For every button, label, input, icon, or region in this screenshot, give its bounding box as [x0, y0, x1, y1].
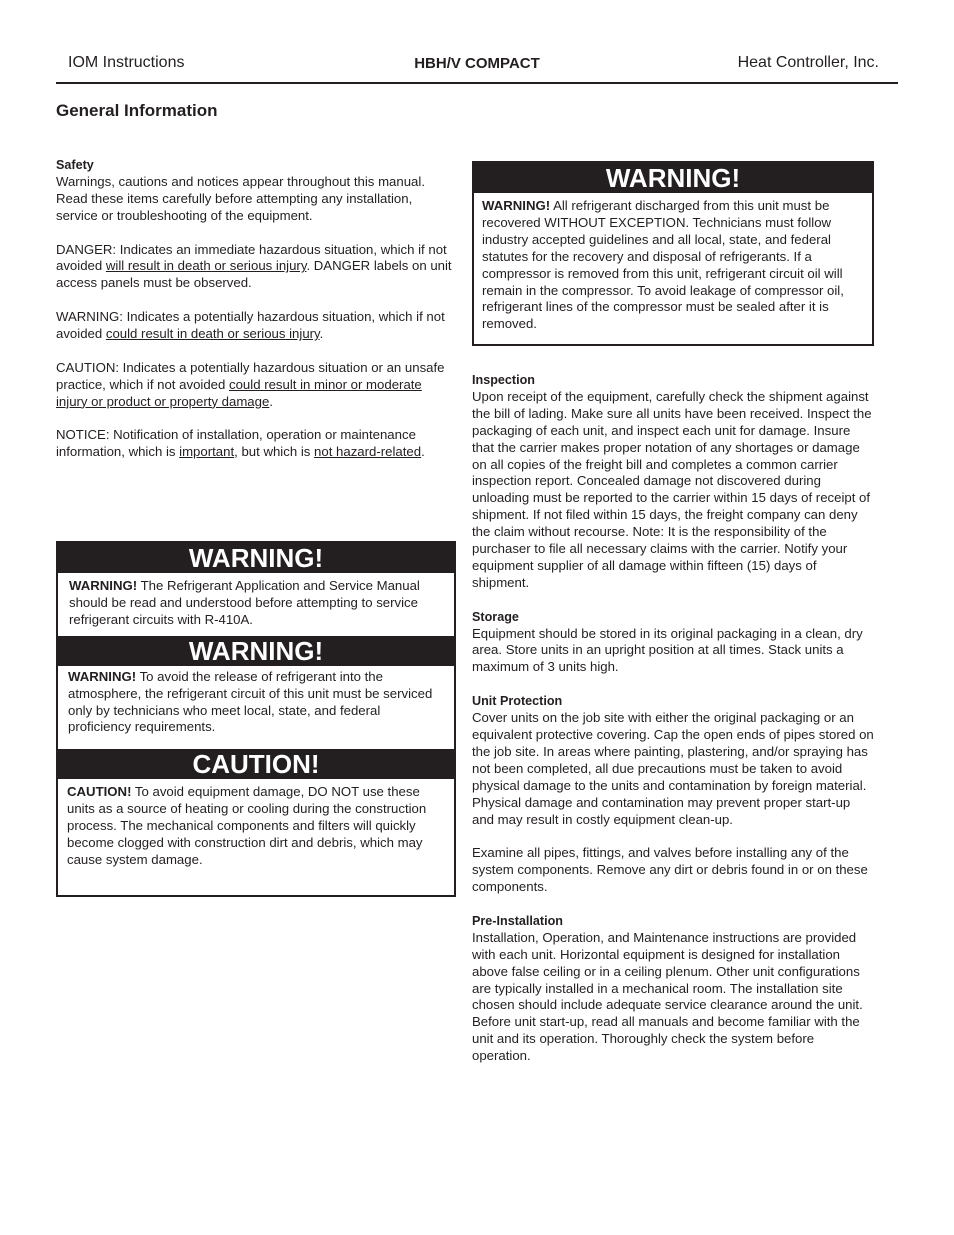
safety-heading: Safety: [56, 158, 94, 172]
warning-refrigerant-manual: WARNING! The Refrigerant Application and Service Manual should be read and understood before attempting to service refrigerant circuits with R-410A.: [69, 578, 420, 627]
inspection-heading: Inspection: [472, 373, 535, 387]
pre-installation-text: Installation, Operation, and Maintenance instructions are provided with each unit. Horizontal equipment is designed for installation above false ceiling or in a ceiling plenum. Other unit configurations are typically installed in a mechanical room. The installation site chosen should include adequate service clearance around the unit. Before unit start-up, read all manuals and become familiar with the unit and its operation. Thoroughly check the system before operation.: [472, 929, 863, 1064]
unit-protection-text: Cover units on the job site with either the original packaging or an equivalent protective covering. Cap the open ends of pipes stored on the job site. In areas where painting, plastering, and/or spraying has not been completed, all due precautions must be taken to avoid physical damage to the units and contamination by foreign material. Physical damage and contamination may prevent proper start-up and may result in costly equipment clean-up.: [472, 710, 874, 827]
notice-definition: NOTICE: Notification of installation, operation or maintenance information, which is important, but which is not hazard-related.: [56, 427, 425, 460]
caution-equipment-damage: CAUTION! To avoid equipment damage, DO NOT use these units as a source of heating or cooling during the construction process. The mechanical components and filters will quickly become clogged with construction dirt and debris, which may cause system damage.: [67, 784, 427, 867]
caution-definition: CAUTION: Indicates a potentially hazardous situation or an unsafe practice, which if not avoided could result in minor or moderate injury or product or property damage.: [56, 359, 445, 409]
caution-banner: CAUTION!: [58, 749, 454, 779]
header-company: Heat Controller, Inc.: [737, 54, 879, 71]
pre-installation-heading: Pre-Installation: [472, 913, 563, 928]
page-title: General Information: [56, 101, 218, 120]
safety-intro: Warnings, cautions and notices appear throughout this manual. Read these items carefully before attempting any installation, service or troubleshooting of the equipment.: [56, 173, 425, 223]
danger-definition: DANGER: Indicates an immediate hazardous situation, which if not avoided will result in death or serious injury. DANGER labels on unit access panels must be observed.: [56, 241, 452, 291]
header-doc-type: IOM Instructions: [68, 54, 185, 71]
warning-definition: WARNING: Indicates a potentially hazardous situation, which if not avoided could result in death or serious injury.: [56, 309, 445, 342]
warning-banner: WARNING!: [474, 163, 872, 193]
unit-protection-heading: Unit Protection: [472, 694, 563, 709]
warning-banner: WARNING!: [58, 543, 454, 573]
page-header: [56, 50, 898, 84]
warning-refrigerant-recovery: WARNING! All refrigerant discharged from this unit must be recovered WITHOUT EXCEPTION. Technicians must follow industry accepted guidelines and all local, state, and federal statutes for the recovery and disposal of refrigerants. If a compressor is removed from this unit, refrigerant circuit oil will remain in the compressor. To avoid leakage of compressor oil, refrigerant lines of the compressor must be sealed after it is removed.: [482, 198, 844, 332]
right-column: [472, 372, 874, 1082]
safety-section: [56, 157, 456, 478]
storage-text: Equipment should be stored in its original packaging in a clean, dry area. Store units in an upright position at all times. Stack units a maximum of 3 units high.: [472, 625, 863, 675]
inspection-text: Upon receipt of the equipment, carefully check the shipment against the bill of lading. Make sure all units have been received. Inspect the packaging of each unit, and inspect each unit for damage. Insure that the carrier makes proper notation of any shortages or damage on all copies of the freight bill and completes a common carrier inspection report. Concealed damage not discovered during unloading must be reported to the carrier within 15 days of receipt of shipment. If not filed within 15 days, the freight company can deny the claim without recourse. Note: It is the responsibility of the purchaser to file all necessary claims with the carrier. Notify your equipment supplier of all damage within fifteen (15) days of shipment.: [472, 388, 872, 590]
warning-refrigerant-release: WARNING! To avoid the release of refrigerant into the atmosphere, the refrigerant circuit of this unit must be serviced only by technicians who meet local, state, and federal proficiency requirements.: [68, 668, 433, 735]
left-alert-stack: [56, 541, 456, 897]
storage-heading: Storage: [472, 609, 519, 624]
right-warning-box: [472, 161, 874, 346]
unit-protection-text-2: Examine all pipes, fittings, and valves before installing any of the system components. Remove any dirt or debris found in or on these components.: [472, 845, 868, 895]
warning-banner: WARNING!: [58, 636, 454, 666]
header-product-name: HBH/V COMPACT: [414, 55, 540, 72]
